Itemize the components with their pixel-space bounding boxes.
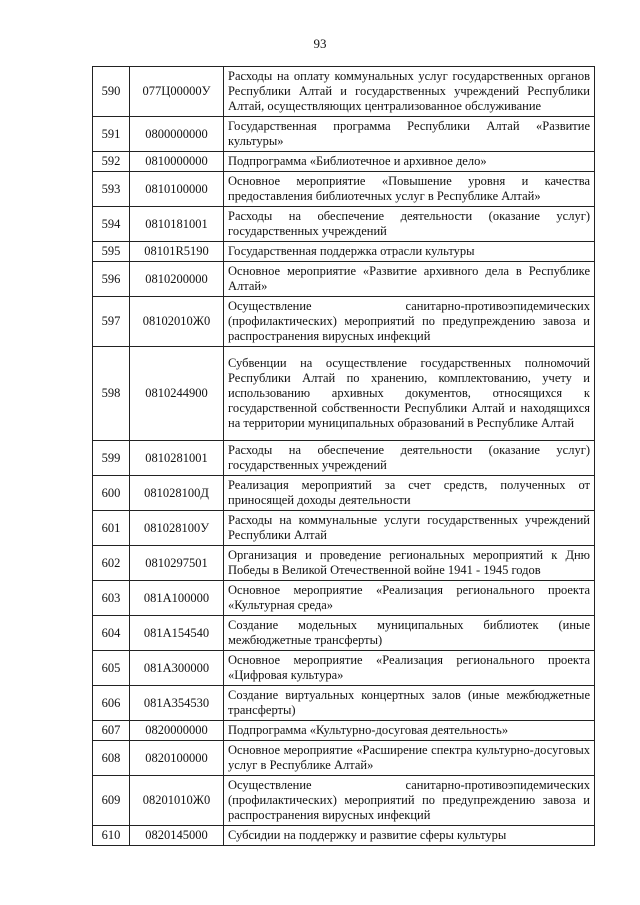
- target-code: 08102010Ж0: [130, 297, 224, 347]
- expense-description: Расходы на оплату коммунальных услуг государственных органов Республики Алтай и государственных учреждений Республики Алтай, осуществляющих централизованное обслуживание: [224, 67, 595, 117]
- expense-description: Осуществление санитарно-противоэпидемических (профилактических) мероприятий по предупреждению завоза и распространения вирусных инфекций: [224, 297, 595, 347]
- expense-description: Субвенции на осуществление государственных полномочий Республики Алтай по хранению, комплектованию, учету и использованию архивных документов, относящихся к государственной собственности Республики Алтай и находящихся на территории муниципальных образований в Республике Алтай: [224, 347, 595, 441]
- expense-description: Подпрограмма «Библиотечное и архивное дело»: [224, 152, 595, 172]
- row-number: 602: [93, 546, 130, 581]
- table-row: [93, 476, 595, 511]
- target-code: 0800000000: [130, 117, 224, 152]
- table-row: [93, 686, 595, 721]
- expense-description: Создание модельных муниципальных библиотек (иные межбюджетные трансферты): [224, 616, 595, 651]
- expense-description: Основное мероприятие «Реализация регионального проекта «Цифровая культура»: [224, 651, 595, 686]
- target-code: 077Ц00000У: [130, 67, 224, 117]
- table-body: [93, 67, 595, 846]
- table-row: [93, 172, 595, 207]
- table-row: [93, 242, 595, 262]
- target-code: 081A300000: [130, 651, 224, 686]
- target-code: 081028100У: [130, 511, 224, 546]
- row-number: 601: [93, 511, 130, 546]
- target-code: 0810000000: [130, 152, 224, 172]
- row-number: 596: [93, 262, 130, 297]
- expense-description: Организация и проведение региональных мероприятий к Дню Победы в Великой Отечественной войне 1941 - 1945 годов: [224, 546, 595, 581]
- row-number: 607: [93, 721, 130, 741]
- target-code: 0810200000: [130, 262, 224, 297]
- row-number: 594: [93, 207, 130, 242]
- table-row: [93, 207, 595, 242]
- target-code: 0820100000: [130, 741, 224, 776]
- expense-description: Основное мероприятие «Повышение уровня и качества предоставления библиотечных услуг в Республике Алтай»: [224, 172, 595, 207]
- expense-description: Создание виртуальных концертных залов (иные межбюджетные трансферты): [224, 686, 595, 721]
- target-code: 0820000000: [130, 721, 224, 741]
- table-row: [93, 152, 595, 172]
- row-number: 599: [93, 441, 130, 476]
- expense-description: Основное мероприятие «Расширение спектра культурно-досуговых услуг в Республике Алтай»: [224, 741, 595, 776]
- row-number: 593: [93, 172, 130, 207]
- row-number: 590: [93, 67, 130, 117]
- table-row: [93, 776, 595, 826]
- expense-description: Осуществление санитарно-противоэпидемических (профилактических) мероприятий по предупреждению завоза и распространения вирусных инфекций: [224, 776, 595, 826]
- target-code: 081028100Д: [130, 476, 224, 511]
- expense-description: Субсидии на поддержку и развитие сферы культуры: [224, 826, 595, 846]
- row-number: 608: [93, 741, 130, 776]
- table-row: [93, 511, 595, 546]
- target-code: 08201010Ж0: [130, 776, 224, 826]
- target-code: 0820145000: [130, 826, 224, 846]
- table-row: [93, 67, 595, 117]
- expense-description: Расходы на коммунальные услуги государственных учреждений Республики Алтай: [224, 511, 595, 546]
- row-number: 606: [93, 686, 130, 721]
- expense-description: Государственная поддержка отрасли культуры: [224, 242, 595, 262]
- row-number: 597: [93, 297, 130, 347]
- expense-description: Подпрограмма «Культурно-досуговая деятельность»: [224, 721, 595, 741]
- expense-description: Основное мероприятие «Развитие архивного дела в Республике Алтай»: [224, 262, 595, 297]
- target-code: 0810244900: [130, 347, 224, 441]
- budget-classification-table: [92, 66, 595, 846]
- row-number: 595: [93, 242, 130, 262]
- row-number: 605: [93, 651, 130, 686]
- table-row: [93, 581, 595, 616]
- table-row: [93, 347, 595, 441]
- table-row: [93, 651, 595, 686]
- table-row: [93, 546, 595, 581]
- table-row: [93, 826, 595, 846]
- table-row: [93, 741, 595, 776]
- row-number: 609: [93, 776, 130, 826]
- row-number: 610: [93, 826, 130, 846]
- target-code: 081A354530: [130, 686, 224, 721]
- row-number: 603: [93, 581, 130, 616]
- expense-description: Расходы на обеспечение деятельности (оказание услуг) государственных учреждений: [224, 207, 595, 242]
- row-number: 591: [93, 117, 130, 152]
- target-code: 0810181001: [130, 207, 224, 242]
- table-row: [93, 117, 595, 152]
- page-number: 93: [313, 36, 327, 51]
- expense-description: Государственная программа Республики Алтай «Развитие культуры»: [224, 117, 595, 152]
- expense-description: Реализация мероприятий за счет средств, полученных от приносящей доходы деятельности: [224, 476, 595, 511]
- expense-description: Основное мероприятие «Реализация регионального проекта «Культурная среда»: [224, 581, 595, 616]
- target-code: 081A100000: [130, 581, 224, 616]
- target-code: 0810281001: [130, 441, 224, 476]
- expense-description: Расходы на обеспечение деятельности (оказание услуг) государственных учреждений: [224, 441, 595, 476]
- target-code: 0810297501: [130, 546, 224, 581]
- table-row: [93, 721, 595, 741]
- target-code: 08101R5190: [130, 242, 224, 262]
- row-number: 592: [93, 152, 130, 172]
- row-number: 604: [93, 616, 130, 651]
- target-code: 081A154540: [130, 616, 224, 651]
- row-number: 600: [93, 476, 130, 511]
- target-code: 0810100000: [130, 172, 224, 207]
- table-row: [93, 262, 595, 297]
- table-row: [93, 616, 595, 651]
- table-row: [93, 297, 595, 347]
- row-number: 598: [93, 347, 130, 441]
- table-row: [93, 441, 595, 476]
